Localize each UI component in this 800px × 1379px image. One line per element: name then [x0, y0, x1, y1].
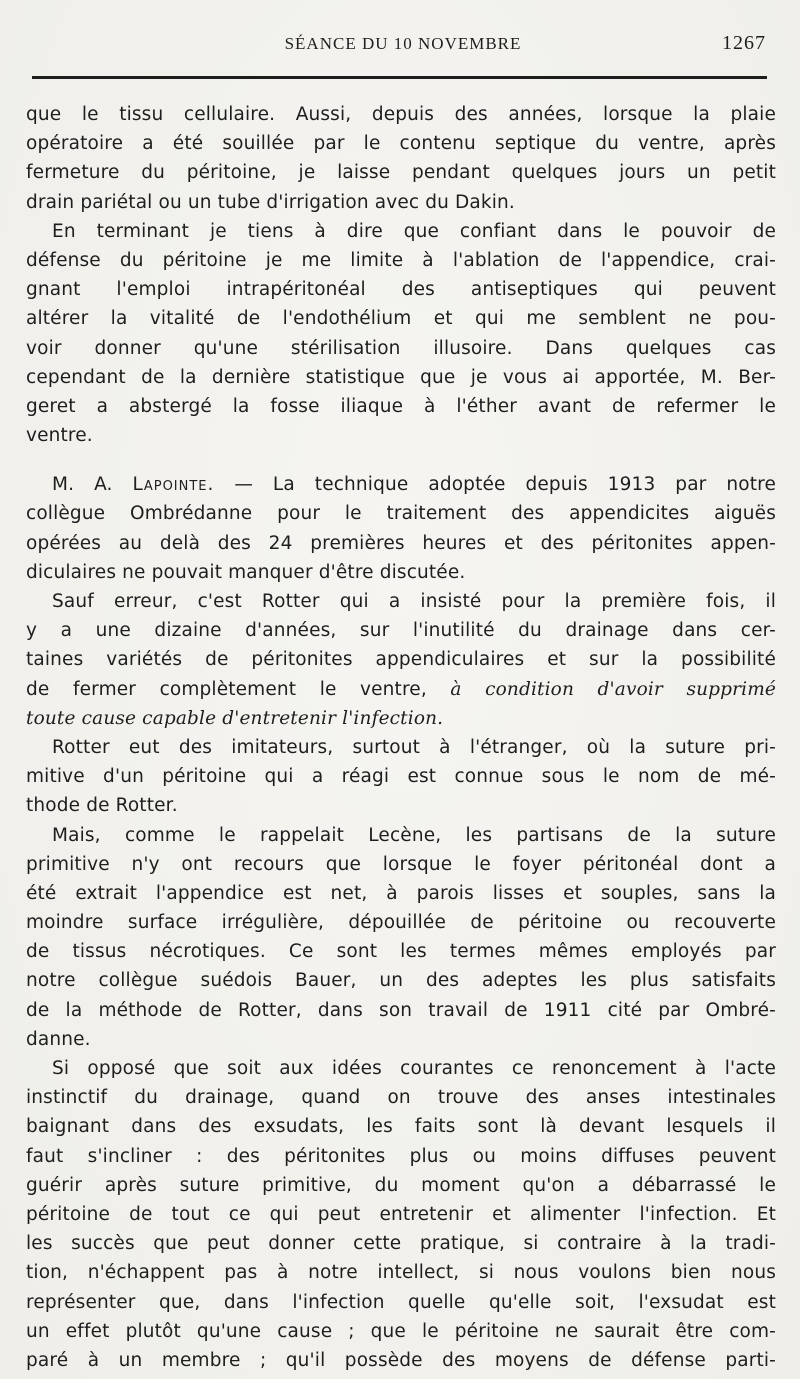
text-line: cependant de la dernière statistique que je vous ai apportée, M. Ber- — [26, 366, 776, 388]
header-rule — [32, 76, 767, 79]
text-line: été extrait l'appendice est net, à parois lisses et souples, sans la — [26, 882, 776, 904]
text-line — [26, 675, 776, 704]
text-line: mitive d'un péritoine qui a réagi est connue sous le nom de mé- — [26, 766, 776, 788]
running-head — [28, 34, 778, 64]
text-line: guérir après suture primitive, du moment qu'on a débarrassé le — [26, 1174, 776, 1196]
text-line: En terminant je tiens à dire que confiant dans le pouvoir de — [52, 220, 776, 242]
text-line: Sauf erreur, c'est Rotter qui a insisté pour la première fois, il — [52, 591, 776, 612]
text-line: paré à un membre ; qu'il possède des moyens de défense parti- — [26, 1349, 776, 1371]
paragraph-5 — [26, 733, 776, 821]
text-line: drain pariétal ou un tube d'irrigation avec du Dakin. — [26, 191, 515, 213]
text-line: y a une dizaine d'années, sur l'inutilité du drainage dans cer- — [26, 620, 776, 642]
text-line: Si opposé que soit aux idées courantes ce renoncement à l'acte — [52, 1058, 776, 1079]
text-line: les succès que peut donner cette pratique, si contraire à la tradi- — [26, 1233, 776, 1255]
text-line: geret a abstergé la fosse iliaque à l'éther avant de refermer le — [26, 395, 776, 417]
text-line: que le tissu cellulaire. Aussi, depuis des années, lorsque la plaie — [26, 104, 776, 125]
section-gap — [26, 450, 776, 470]
text-line: faut s'incliner : des péritonites plus ou moins diffuses peuvent — [26, 1145, 776, 1167]
text-line: collègue Ombrédanne pour le traitement des appendicites aiguës — [26, 503, 776, 525]
text-line: gnant l'emploi intrapéritonéal des antiseptiques qui peuvent — [26, 279, 776, 301]
text-line: opérées au delà des 24 premières heures et des péritonites appen- — [26, 532, 776, 554]
text-line: altérer la vitalité de l'endothélium et qui me semblent ne pou- — [26, 308, 776, 330]
text-line: représenter que, dans l'infection quelle qu'elle soit, l'exsudat est — [26, 1291, 776, 1313]
page-number: 1267 — [722, 32, 766, 54]
paragraph-2 — [26, 217, 776, 451]
body-text — [26, 100, 776, 1375]
text-line: notre collègue suédois Bauer, un des adeptes les plus satisfaits — [26, 970, 776, 992]
speaker-prefix: M. A. — [52, 474, 133, 496]
paragraph-1 — [26, 100, 776, 217]
paragraph-3 — [26, 470, 776, 587]
text-line: fermeture du péritoine, je laisse pendant quelques jours un petit — [26, 162, 776, 184]
text-run: — La technique adoptée depuis 1913 par notre — [214, 474, 776, 496]
text-line: Rotter eut des imitateurs, surtout à l'étranger, où la suture pri- — [52, 736, 776, 758]
running-title: SÉANCE DU 10 NOVEMBRE — [284, 34, 522, 53]
text-line: péritoine de tout ce qui peut entretenir et alimenter l'infection. Et — [26, 1203, 776, 1225]
text-line: opératoire a été souillée par le contenu septique du ventre, après — [26, 133, 776, 155]
text-line: primitive n'y ont recours que lorsque le foyer péritonéal dont a — [26, 853, 776, 875]
text-line: Mais, comme le rappelait Lecène, les partisans de la suture — [52, 824, 776, 846]
text-line: tion, n'échappent pas à notre intellect, si nous voulons bien nous — [26, 1262, 776, 1284]
text-line: thode de Rotter. — [26, 795, 178, 817]
text-line: défense du péritoine je me limite à l'ablation de l'appendice, crai- — [26, 249, 776, 271]
text-line: danne. — [26, 1028, 91, 1050]
italic-run: toute cause capable d'entretenir l'infection. — [26, 707, 444, 729]
text-line: taines variétés de péritonites appendiculaires et sur la possibilité — [26, 649, 776, 671]
text-line: instinctif du drainage, quand on trouve des anses intestinales — [26, 1087, 776, 1109]
text-line: diculaires ne pouvait manquer d'être discutée. — [26, 561, 466, 583]
text-line: moindre surface irrégulière, dépouillée de péritoine ou recouverte — [26, 912, 776, 934]
paragraph-4 — [26, 587, 776, 733]
text-line: de la méthode de Rotter, dans son travail de 1911 cité par Ombré- — [26, 999, 776, 1021]
text-line: de tissus nécrotiques. Ce sont les termes mêmes employés par — [26, 941, 776, 963]
text-line: baignant dans des exsudats, les faits sont là devant lesquels il — [26, 1116, 776, 1138]
italic-run: à condition d'avoir supprimé — [450, 678, 776, 700]
text-line — [26, 470, 776, 499]
text-line: ventre. — [26, 425, 93, 447]
text-line: voir donner qu'une stérilisation illusoire. Dans quelques cas — [26, 337, 776, 359]
paragraph-6 — [26, 821, 776, 1055]
text-run: de fermer complètement le ventre, — [26, 678, 451, 700]
text-line: un effet plutôt qu'une cause ; que le péritoine ne saurait être com- — [26, 1320, 776, 1342]
paragraph-7 — [26, 1054, 776, 1375]
speaker-name: Lapointe. — [132, 474, 215, 496]
text-line — [26, 704, 776, 733]
